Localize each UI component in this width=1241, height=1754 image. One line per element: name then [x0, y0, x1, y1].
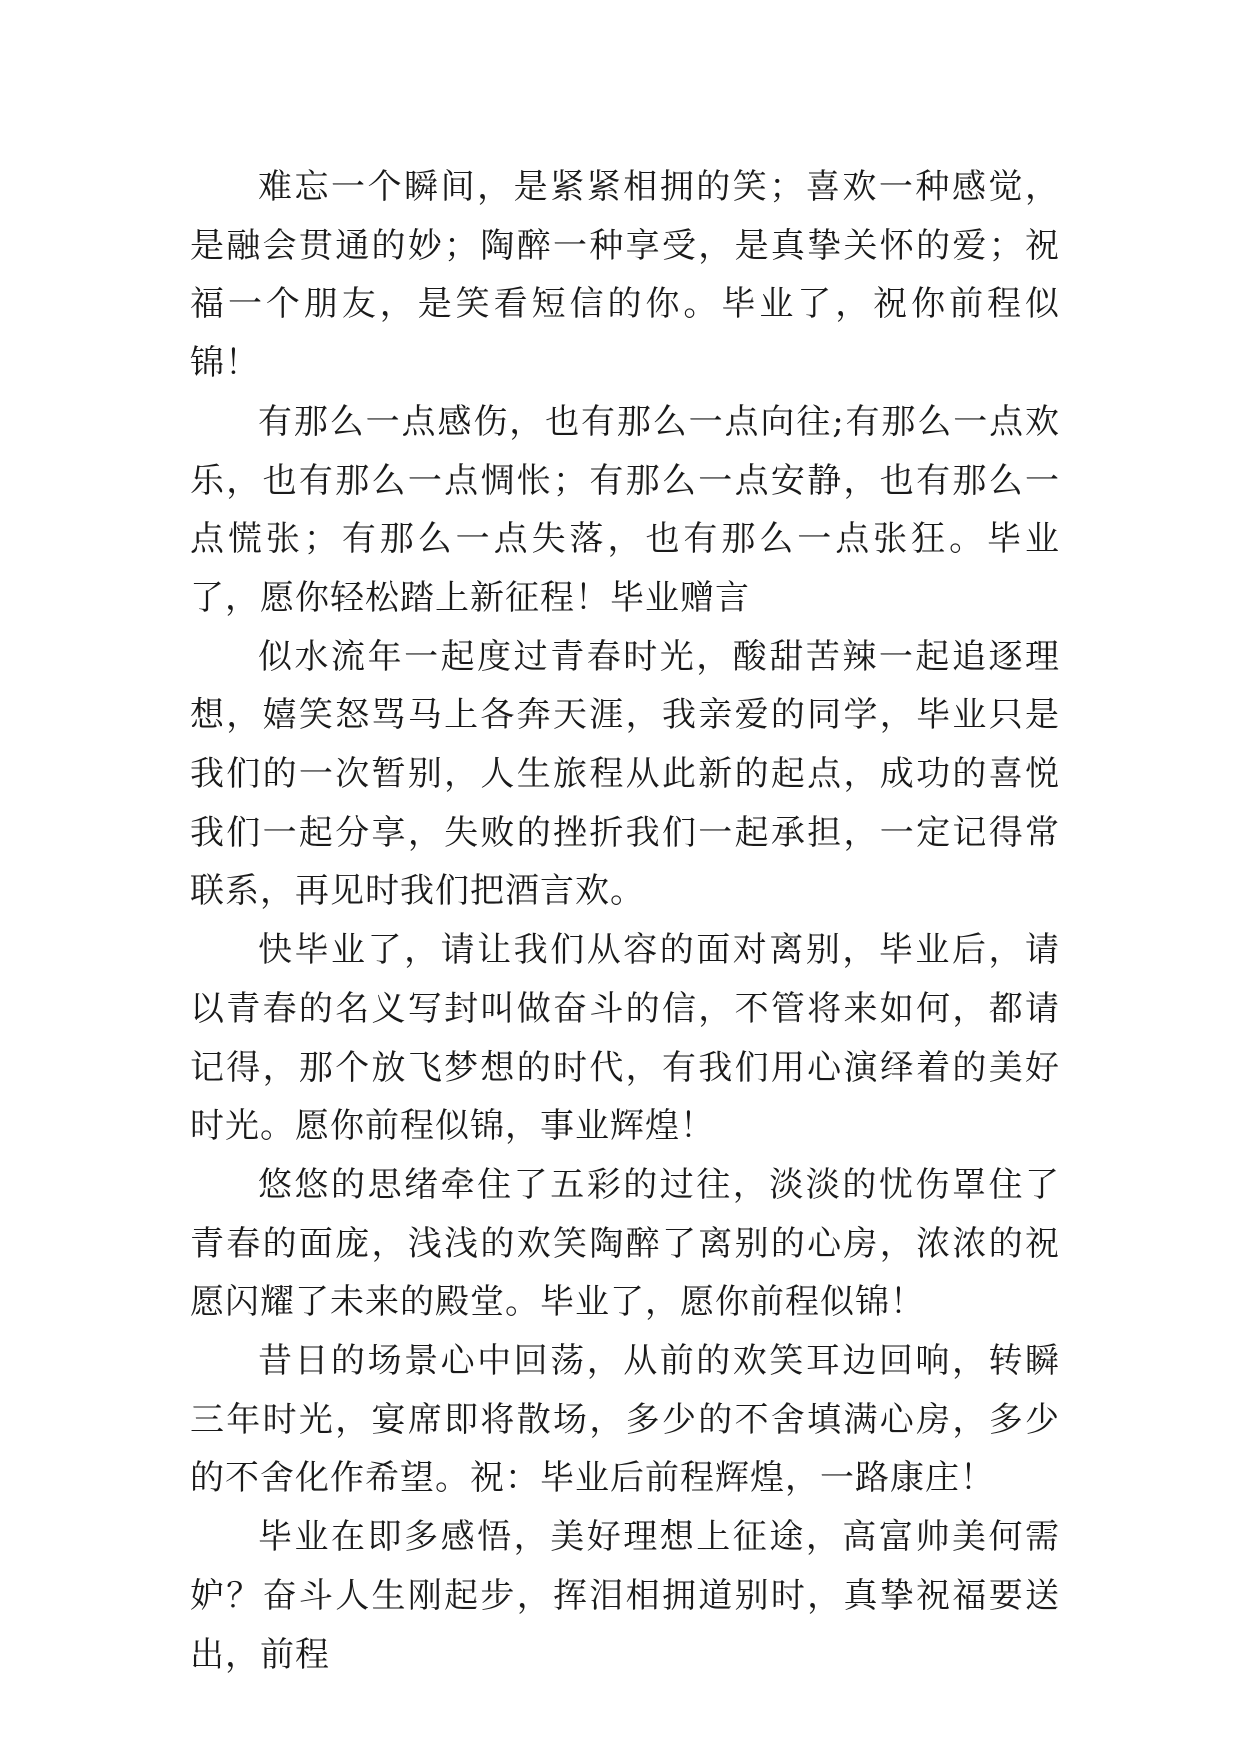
paragraph: 毕业在即多感悟，美好理想上征途，高富帅美何需妒？奋斗人生刚起步，挥泪相拥道别时，真挚祝福要送出，前程 [190, 1517, 1060, 1675]
paragraph: 难忘一个瞬间，是紧紧相拥的笑；喜欢一种感觉，是融会贯通的妙；陶醉一种享受，是真挚关怀的爱；祝福一个朋友，是笑看短信的你。毕业了，祝你前程似锦！ [190, 167, 1060, 384]
paragraph: 快毕业了，请让我们从容的面对离别，毕业后，请以青春的名义写封叫做奋斗的信，不管将来如何，都请记得，那个放飞梦想的时代，有我们用心演绎着的美好时光。愿你前程似锦，事业辉煌！ [190, 930, 1060, 1147]
paragraph: 似水流年一起度过青春时光，酸甜苦辣一起追逐理想，嬉笑怒骂马上各奔天涯，我亲爱的同学，毕业只是我们的一次暂别，人生旅程从此新的起点，成功的喜悦我们一起分享，失败的挫折我们一起承担，一定记得常联系，再见时我们把酒言欢。 [190, 636, 1060, 912]
paragraph: 昔日的场景心中回荡，从前的欢笑耳边回响，转瞬三年时光，宴席即将散场，多少的不舍填满心房，多少的不舍化作希望。祝：毕业后前程辉煌，一路康庄！ [190, 1341, 1060, 1499]
document-body [190, 158, 1060, 1684]
paragraph: 有那么一点感伤，也有那么一点向往;有那么一点欢乐，也有那么一点惆怅；有那么一点安静，也有那么一点慌张；有那么一点失落，也有那么一点张狂。毕业了，愿你轻松踏上新征程！毕业赠言 [190, 401, 1060, 618]
paragraph: 悠悠的思绪牵住了五彩的过往，淡淡的忧伤罩住了青春的面庞，浅浅的欢笑陶醉了离别的心房，浓浓的祝愿闪耀了未来的殿堂。毕业了，愿你前程似锦！ [190, 1164, 1060, 1323]
